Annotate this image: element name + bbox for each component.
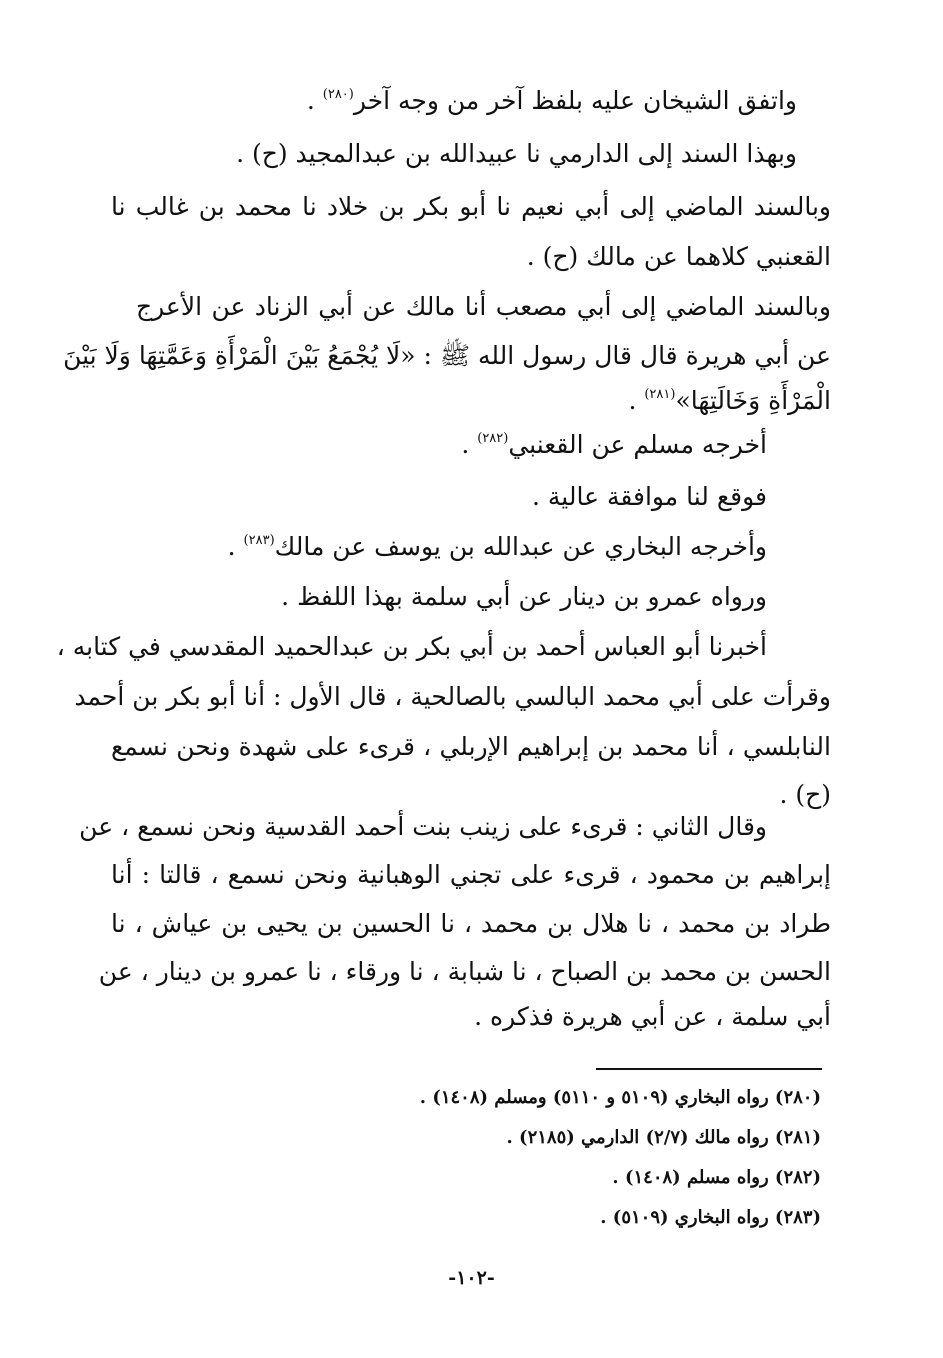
page-number: -١٠٢-: [448, 1267, 495, 1289]
body-line-17: إبراهيم بن محمود ، قرىء على تجني الوهبانية ونحن نسمع ، قالتا : أنا: [111, 860, 831, 889]
body-line-20: أبي سلمة ، عن أبي هريرة فذكره .: [474, 1002, 831, 1031]
body-line-18: طراد بن محمد ، نا هلال بن محمد ، نا الحسين بن يحيى بن عياش ، نا: [111, 909, 831, 938]
footnote-283: (٢٨٣) رواه البخاري (٥١٠٩) .: [600, 1207, 821, 1228]
body-line-2: وبهذا السند إلى الدارمي نا عبيدالله بن عبدالمجيد (ح) .: [236, 139, 797, 168]
body-line-13: وقرأت على أبي محمد البالسي بالصالحية ، قال الأول : أنا أبو بكر بن أحمد: [74, 682, 831, 711]
footnote-282: (٢٨٢) رواه مسلم (١٤٠٨) .: [612, 1167, 821, 1188]
body-line-19: الحسن بن محمد بن الصباح ، نا شبابة ، نا ورقاء ، نا عمرو بن دينار ، عن: [98, 957, 831, 986]
footnote-separator: [596, 1068, 822, 1070]
body-line-3: وبالسند الماضي إلى أبي نعيم نا أبو بكر بن خلاد نا محمد بن غالب نا: [111, 192, 831, 221]
body-line-6: عن أبي هريرة قال قال رسول الله ﷺ : «لَا يُجْمَعُ بَيْنَ الْمَرْأَةِ وَعَمَّتِهَا وَلَا بَيْنَ: [63, 341, 831, 370]
body-line-10: وأخرجه البخاري عن عبدالله بن يوسف عن مالك$^{(٢٨٣)}$ .: [227, 532, 767, 561]
body-line-4: القعنبي كلاهما عن مالك (ح) .: [526, 242, 831, 271]
body-line-12: أخبرنا أبو العباس أحمد بن أبي بكر بن عبدالحميد المقدسي في كتابه ،: [56, 632, 767, 661]
body-line-8: أخرجه مسلم عن القعنبي$^{(٢٨٢)}$ .: [461, 430, 767, 459]
footnote-ref-283: (٢٨٣): [243, 532, 275, 548]
footnote-ref-280: (٢٨٠): [322, 86, 354, 102]
footnote-280: (٢٨٠) رواه البخاري (٥١٠٩ و ٥١١٠) ومسلم (١٤٠٨) .: [419, 1087, 821, 1108]
body-line-16: وقال الثاني : قرىء على زينب بنت أحمد القدسية ونحن نسمع ، عن: [79, 812, 767, 841]
body-line-9: فوقع لنا موافقة عالية .: [532, 482, 767, 511]
body-line-11: ورواه عمرو بن دينار عن أبي سلمة بهذا اللفظ .: [281, 582, 767, 611]
body-line-5: وبالسند الماضي إلى أبي مصعب أنا مالك عن أبي الزناد عن الأعرج: [136, 292, 831, 321]
body-line-15: (ح) .: [779, 780, 831, 809]
footnote-ref-281: (٢٨١): [644, 386, 676, 402]
body-line-7: الْمَرْأَةِ وَخَالَتِهَا»$^{(٢٨١)}$ .: [628, 386, 831, 415]
footnote-ref-282: (٢٨٢): [477, 430, 509, 446]
body-line-14: النابلسي ، أنا محمد بن إبراهيم الإربلي ، قرىء على شهدة ونحن نسمع: [111, 732, 831, 761]
footnote-281: (٢٨١) رواه مالك (٢/٧) الدارمي (٢١٨٥) .: [506, 1127, 821, 1148]
body-line-1: واتفق الشيخان عليه بلفظ آخر من وجه آخر$^{(٢٨٠)}$ .: [306, 86, 797, 115]
